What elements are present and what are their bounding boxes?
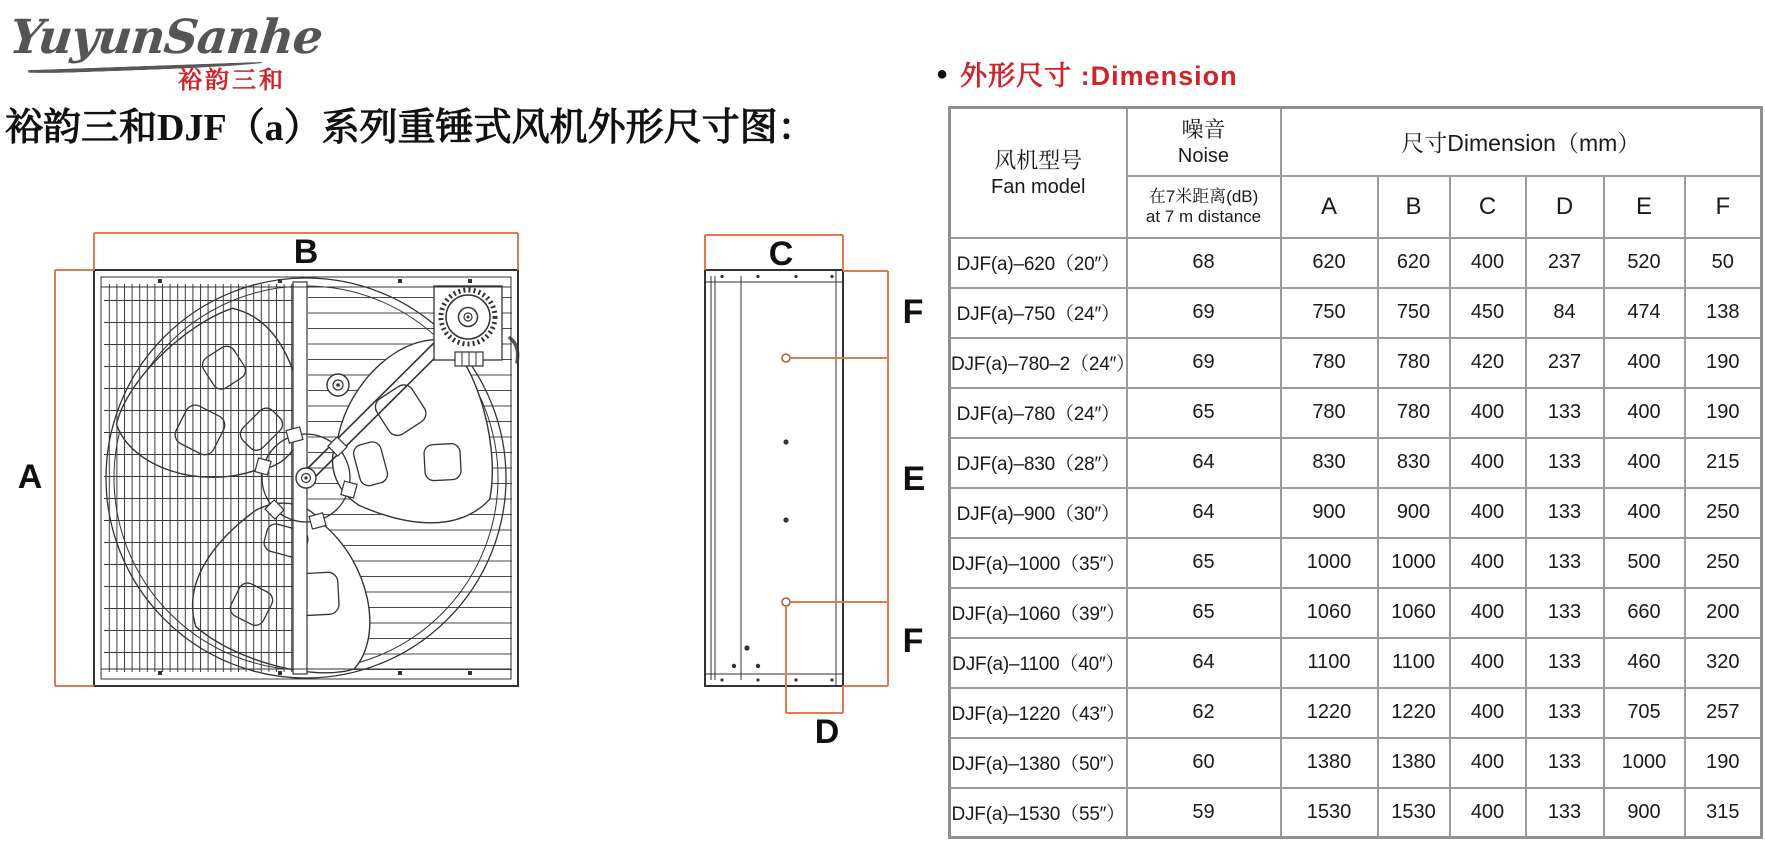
table-row — [950, 688, 1762, 738]
cell-model: DJF(a)–1060（39″） — [950, 588, 1127, 638]
cell-c: 400 — [1450, 488, 1526, 538]
cell-d: 133 — [1526, 788, 1604, 838]
cell-model: DJF(a)–900（30″） — [950, 488, 1127, 538]
cell-f: 215 — [1685, 438, 1762, 488]
cell-model: DJF(a)–1100（40″） — [950, 638, 1127, 688]
dim-label-f-top: F — [902, 293, 924, 331]
table-row — [950, 438, 1762, 488]
cell-b: 780 — [1378, 388, 1450, 438]
cell-b: 1060 — [1378, 588, 1450, 638]
cell-e: 400 — [1604, 338, 1685, 388]
cell-e: 1000 — [1604, 738, 1685, 788]
section-heading — [936, 54, 1238, 93]
cell-noise: 59 — [1127, 788, 1281, 838]
cell-e: 400 — [1604, 388, 1685, 438]
cell-f: 50 — [1685, 238, 1762, 288]
cell-b: 1530 — [1378, 788, 1450, 838]
bullet-icon: ● — [936, 62, 949, 85]
cell-d: 133 — [1526, 688, 1604, 738]
section-heading-text: 外形尺寸 :Dimension — [960, 61, 1238, 91]
header-noise-distance-en: at 7 m distance — [1145, 206, 1262, 226]
cell-f: 315 — [1685, 788, 1762, 838]
cell-e: 400 — [1604, 488, 1685, 538]
cell-a: 1000 — [1281, 538, 1378, 588]
cell-c: 400 — [1450, 688, 1526, 738]
cell-a: 1060 — [1281, 588, 1378, 638]
table-row — [950, 388, 1762, 438]
cell-model: DJF(a)–750（24″） — [950, 288, 1127, 338]
dim-label-c: C — [768, 235, 794, 273]
cell-c: 400 — [1450, 788, 1526, 838]
cell-noise: 65 — [1127, 538, 1281, 588]
header-noise-distance — [1127, 176, 1281, 238]
cell-noise: 68 — [1127, 238, 1281, 288]
table-row — [950, 338, 1762, 388]
dim-label-b: B — [293, 233, 319, 271]
cell-noise: 69 — [1127, 288, 1281, 338]
cell-b: 1000 — [1378, 538, 1450, 588]
cell-a: 780 — [1281, 388, 1378, 438]
cell-c: 400 — [1450, 638, 1526, 688]
dim-label-e: E — [902, 460, 926, 498]
cell-c: 450 — [1450, 288, 1526, 338]
table-row — [950, 788, 1762, 838]
dim-label-d: D — [814, 713, 840, 751]
header-dim-d: D — [1526, 176, 1604, 238]
logo-chinese-text: 裕韵三和 — [178, 67, 286, 94]
cell-a: 780 — [1281, 338, 1378, 388]
cell-c: 400 — [1450, 738, 1526, 788]
cell-a: 900 — [1281, 488, 1378, 538]
cell-a: 1530 — [1281, 788, 1378, 838]
cell-c: 400 — [1450, 238, 1526, 288]
cell-d: 133 — [1526, 488, 1604, 538]
cell-f: 138 — [1685, 288, 1762, 338]
cell-a: 750 — [1281, 288, 1378, 338]
header-fan-model-cn: 风机型号 — [994, 148, 1083, 173]
cell-a: 620 — [1281, 238, 1378, 288]
cell-d: 133 — [1526, 588, 1604, 638]
header-dim-f: F — [1685, 176, 1762, 238]
cell-b: 780 — [1378, 338, 1450, 388]
cell-d: 84 — [1526, 288, 1604, 338]
cell-f: 190 — [1685, 738, 1762, 788]
header-noise-distance-cn: 在7米距离(dB) — [1148, 186, 1259, 206]
cell-f: 250 — [1685, 538, 1762, 588]
side-view-drawing — [705, 270, 843, 686]
cell-e: 400 — [1604, 438, 1685, 488]
cell-b: 1100 — [1378, 638, 1450, 688]
cell-a: 1380 — [1281, 738, 1378, 788]
dim-label-f-bottom: F — [902, 622, 924, 660]
cell-model: DJF(a)–780（24″） — [950, 388, 1127, 438]
cell-model: DJF(a)–1380（50″） — [950, 738, 1127, 788]
cell-f: 190 — [1685, 338, 1762, 388]
page-title: 裕韵三和DJF（a）系列重锤式风机外形尺寸图： — [5, 107, 816, 149]
logo-script-text: YuyunSanhe — [7, 10, 325, 65]
cell-c: 400 — [1450, 388, 1526, 438]
cell-e: 500 — [1604, 538, 1685, 588]
cell-noise: 64 — [1127, 638, 1281, 688]
dim-label-a: A — [17, 458, 43, 496]
cell-c: 400 — [1450, 438, 1526, 488]
cell-f: 200 — [1685, 588, 1762, 638]
cell-noise: 62 — [1127, 688, 1281, 738]
header-dim-c: C — [1450, 176, 1526, 238]
cell-e: 460 — [1604, 638, 1685, 688]
cell-b: 1220 — [1378, 688, 1450, 738]
cell-b: 900 — [1378, 488, 1450, 538]
cell-d: 237 — [1526, 338, 1604, 388]
cell-d: 133 — [1526, 638, 1604, 688]
header-dim-e: E — [1604, 176, 1685, 238]
cell-model: DJF(a)–830（28″） — [950, 438, 1127, 488]
table-row — [950, 238, 1762, 288]
cell-b: 750 — [1378, 288, 1450, 338]
header-noise-cn: 噪音 — [1181, 117, 1226, 142]
cell-d: 133 — [1526, 388, 1604, 438]
header-fan-model — [950, 108, 1127, 238]
fan-dimension-diagram — [10, 80, 950, 780]
table-row — [950, 588, 1762, 638]
cell-noise: 65 — [1127, 588, 1281, 638]
cell-d: 133 — [1526, 438, 1604, 488]
cell-f: 250 — [1685, 488, 1762, 538]
table-row — [950, 738, 1762, 788]
cell-d: 237 — [1526, 238, 1604, 288]
cell-noise: 64 — [1127, 438, 1281, 488]
cell-b: 1380 — [1378, 738, 1450, 788]
cell-a: 1220 — [1281, 688, 1378, 738]
cell-f: 190 — [1685, 388, 1762, 438]
table-row — [950, 288, 1762, 338]
cell-a: 1100 — [1281, 638, 1378, 688]
dimension-table — [948, 106, 1763, 839]
cell-noise: 60 — [1127, 738, 1281, 788]
cell-e: 705 — [1604, 688, 1685, 738]
header-fan-model-en: Fan model — [991, 175, 1086, 198]
cell-c: 420 — [1450, 338, 1526, 388]
table-row — [950, 488, 1762, 538]
cell-c: 400 — [1450, 538, 1526, 588]
cell-model: DJF(a)–620（20″） — [950, 238, 1127, 288]
table-header-row-1 — [950, 108, 1762, 176]
cell-model: DJF(a)–780–2（24″） — [950, 338, 1127, 388]
cell-model: DJF(a)–1220（43″） — [950, 688, 1127, 738]
cell-noise: 69 — [1127, 338, 1281, 388]
cell-b: 830 — [1378, 438, 1450, 488]
table-row — [950, 538, 1762, 588]
cell-d: 133 — [1526, 538, 1604, 588]
header-dim-a: A — [1281, 176, 1378, 238]
header-dim-b: B — [1378, 176, 1450, 238]
cell-e: 660 — [1604, 588, 1685, 638]
header-noise — [1127, 108, 1281, 176]
cell-noise: 65 — [1127, 388, 1281, 438]
header-noise-en: Noise — [1177, 144, 1230, 167]
table-row — [950, 638, 1762, 688]
header-dimension-group: 尺寸Dimension（mm） — [1281, 108, 1762, 176]
cell-e: 520 — [1604, 238, 1685, 288]
cell-b: 620 — [1378, 238, 1450, 288]
cell-model: DJF(a)–1530（55″） — [950, 788, 1127, 838]
cell-c: 400 — [1450, 588, 1526, 638]
cell-e: 900 — [1604, 788, 1685, 838]
cell-e: 474 — [1604, 288, 1685, 338]
cell-d: 133 — [1526, 738, 1604, 788]
cell-model: DJF(a)–1000（35″） — [950, 538, 1127, 588]
dimension-table-container — [948, 106, 1762, 839]
cell-noise: 64 — [1127, 488, 1281, 538]
cell-a: 830 — [1281, 438, 1378, 488]
front-view-drawing — [94, 270, 518, 687]
cell-f: 257 — [1685, 688, 1762, 738]
cell-f: 320 — [1685, 638, 1762, 688]
